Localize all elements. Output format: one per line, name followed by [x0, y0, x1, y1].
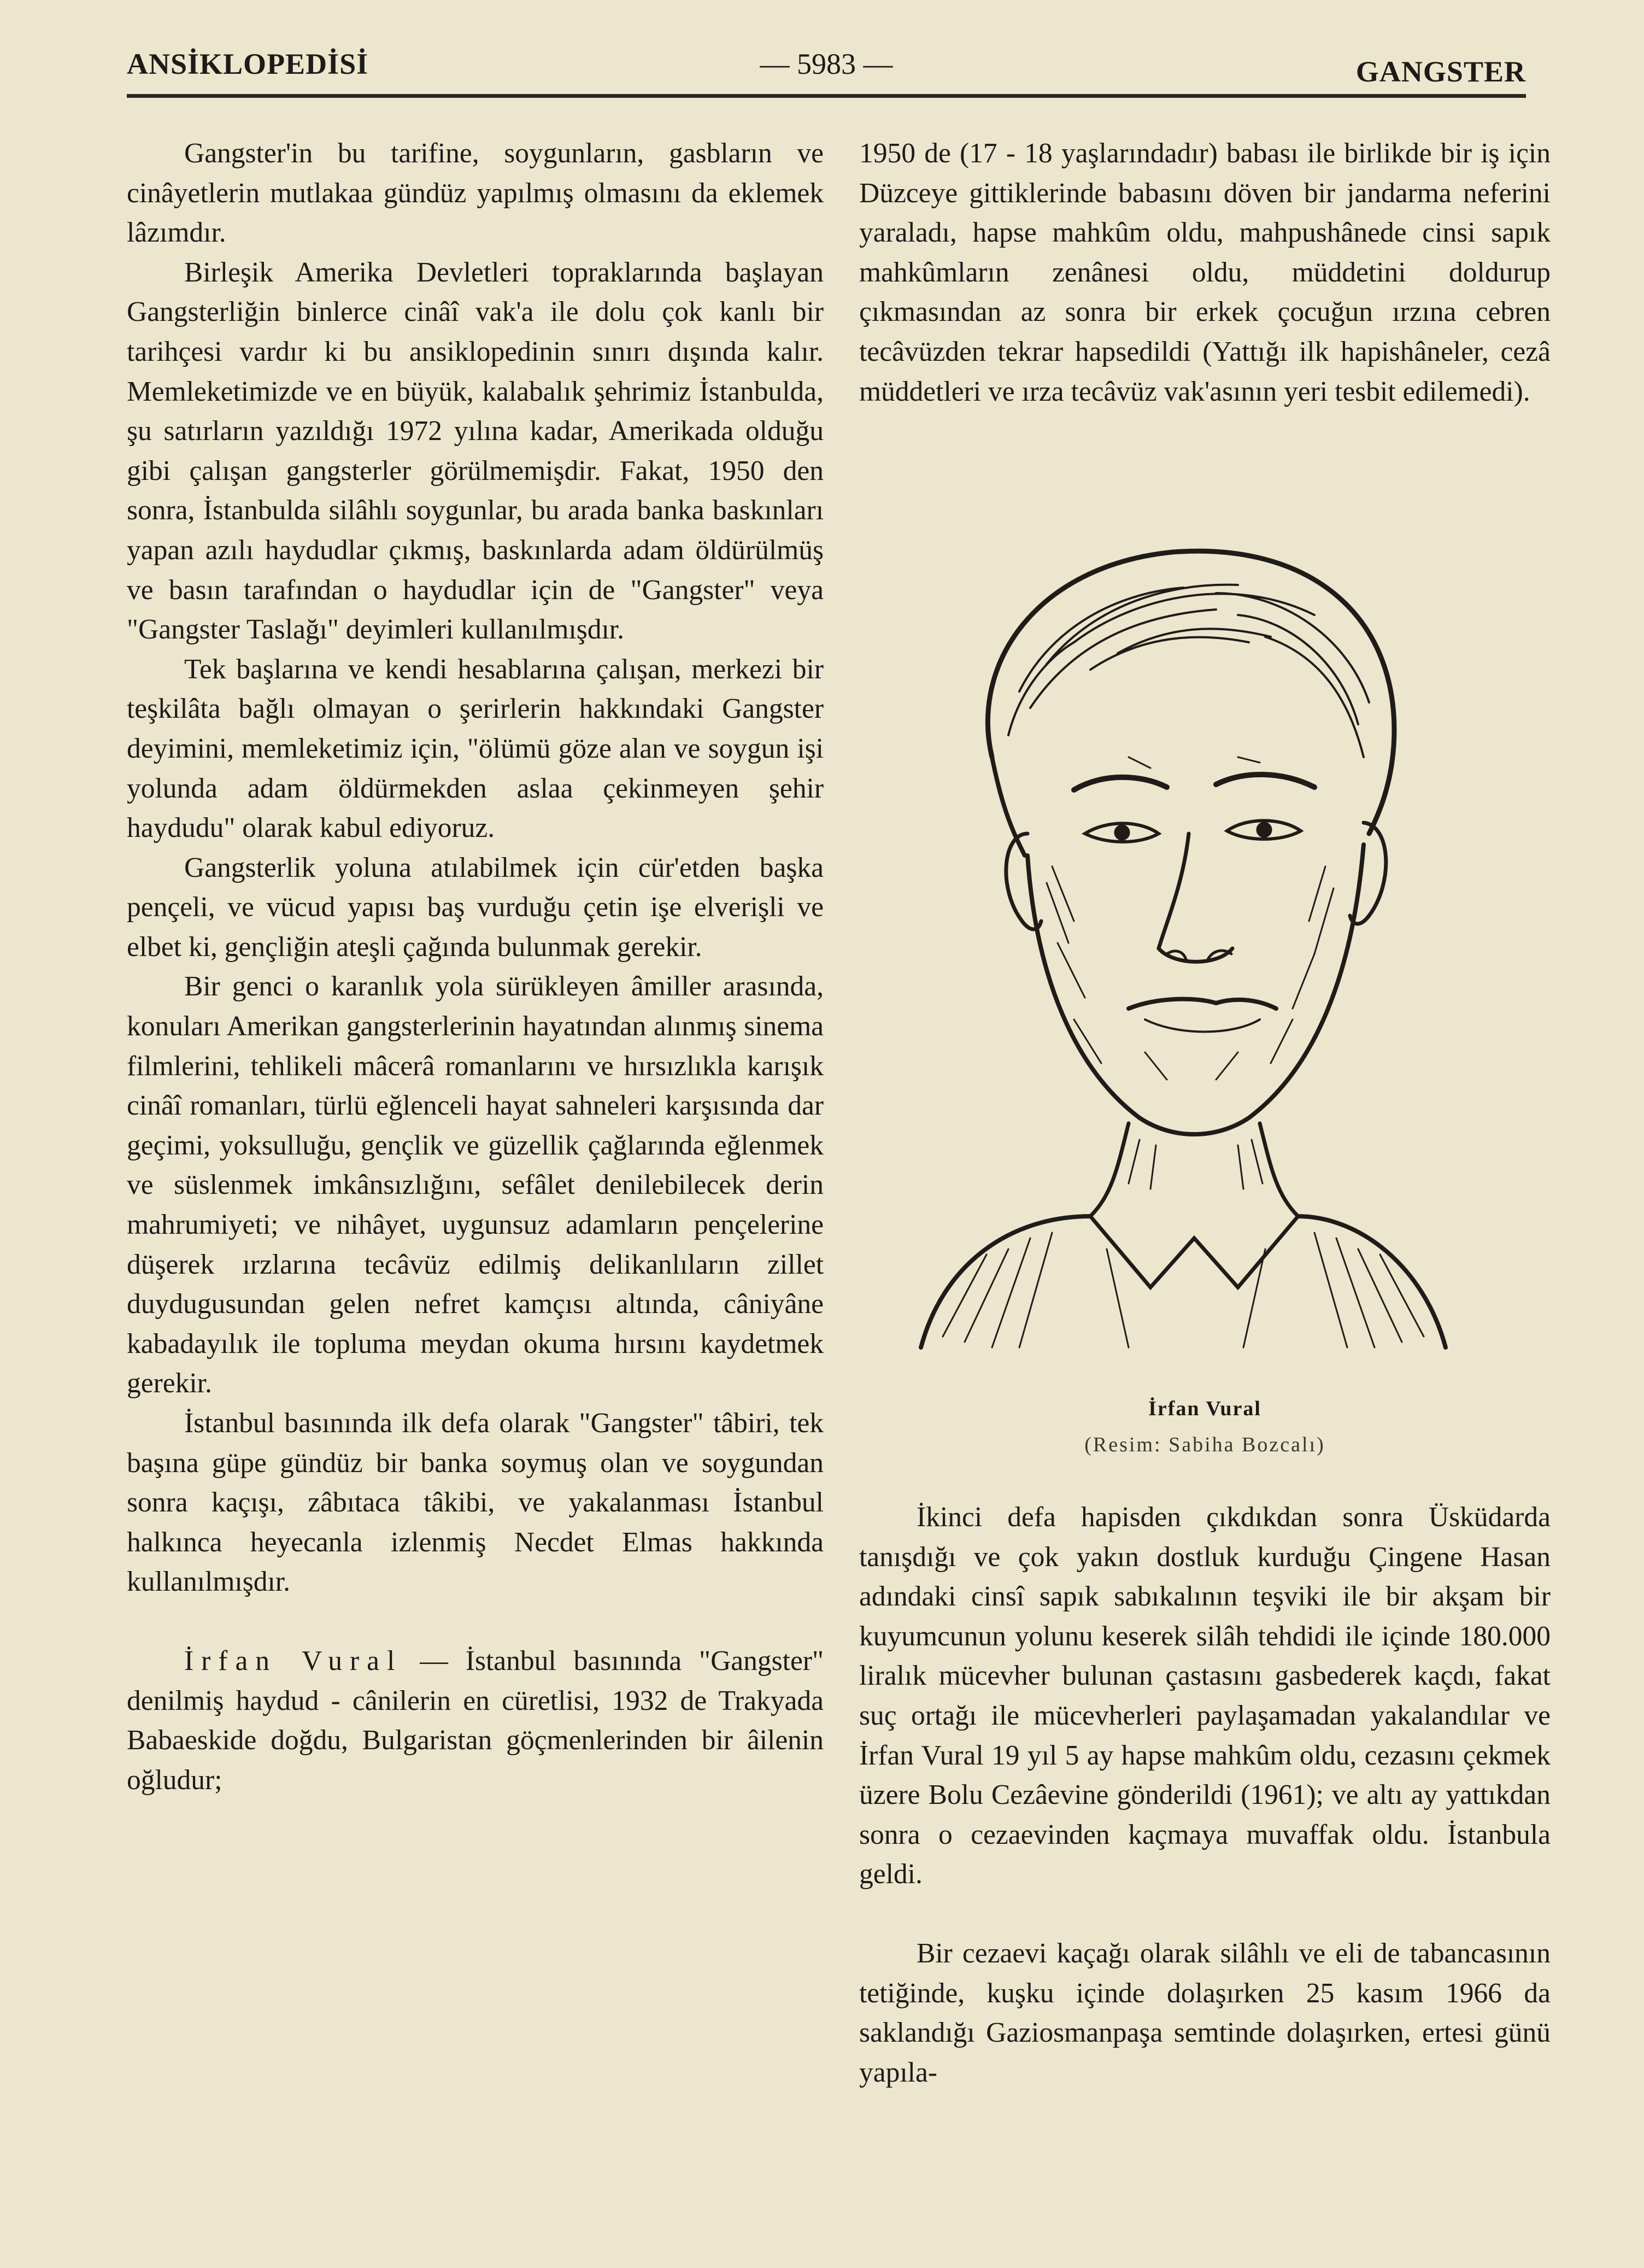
- paragraph: 1950 de (17 - 18 yaşlarındadır) babası ile birlikde bir iş için Düzceye gittiklerinde babasını döven bir jandarma neferini yaraladı, hapse mahkûm oldu, mahpushânede cinsi sapık mahkûmların zenânesi oldu, müddetini doldurup çıkmasından az sonra bir erkek çocuğun ırzına cebren tecâvüzden tekrar hapsedildi (Yattığı ilk hapishâneler, cezâ müddetleri ve ırza tecâvüz vak'asının yeri tesbit edilemedi).: [859, 138, 1551, 407]
- paragraph: Bir genci o karanlık yola sürükleyen âmiller arasında, konuları Amerikan gangsterlerinin hayatından alınmış sinema filmlerini, tehlikeli mâcerâ romanlarını ve hırsızlıkla karışık cinâî romanları, türlü eğlenceli hayat sahneleri karşısında dar geçimi, yoksulluğu, gençlik ve güzellik çağlarında eğlenmek ve süslenmek imkânsızlığını, sefâlet denilebilecek derin mahrumiyeti; ve nihâyet, uygunsuz adamların pençelerine düşerek ırzlarına tecâvüz edilmiş delikanlıların zillet duydugusundan gelen nefret kamçısı altında, câniyâne kabadayılık ile topluma meydan okuma hırsını kaydetmek gerekir.: [127, 971, 824, 1399]
- paragraph: Tek başlarına ve kendi hesablarına çalışan, merkezi bir teşkilâta bağlı olmayan o şerirlerin hakkındaki Gangster deyimini, memleketimiz için, "ölümü göze alan ve soygun işi yolunda adam öldürmekden aslaa çekinmeyen şehir haydudu" olarak kabul ediyoruz.: [127, 653, 824, 844]
- paragraph: Gangsterlik yoluna atılabilmek için cür'etden başka pençeli, ve vücud yapısı baş vurduğu çetin işe elverişli ve elbet ki, gençliğin ateşli çağında bulunmak gerekir.: [127, 852, 824, 963]
- portrait-illustration: [910, 528, 1457, 1358]
- right-column-bottom: [859, 1498, 1551, 2093]
- paragraph: Birleşik Amerika Devletleri topraklarında başlayan Gangsterliğin binlerce cinâî vak'a ile dolu çok kanlı bir tarihçesi vardır ki bu ansiklopedinin sınırı dışında kalır. Memleketimizde ve en büyük, kalabalık şehrimiz İstanbulda, şu satırların yazıldığı 1972 yılına kadar, Amerikada olduğu gibi çalışan gangsterler görülmemişdir. Fakat, 1950 den sonra, İstanbulda silâhlı soygunlar, bu arada banka baskınları yapan azılı haydudlar çıkmış, baskınlarda adam öldürülmüş ve basın tarafından o haydudlar için de "Gangster" veya "Gangster Taslağı" deyimleri kullanılmışdır.: [127, 256, 824, 646]
- right-column-top: [859, 134, 1551, 412]
- paragraph: Gangster'in bu tarifine, soygunların, gasbların ve cinâyetlerin mutlakaa gündüz yapılmış olmasını da eklemek lâzımdır.: [127, 138, 824, 249]
- header-title: ANSİKLOPEDİSİ: [127, 48, 369, 80]
- paragraph-irfan-vural: [127, 1642, 824, 1800]
- caption-credit: (Resim: Sabiha Bozcalı): [1084, 1433, 1325, 1456]
- paragraph: Bir cezaevi kaçağı olarak silâhlı ve eli de tabancasının tetiğinde, kuşku içinde dolaşırken 25 kasım 1966 da saklandığı Gaziosmanpaşa semtinde dolaşırken, ertesi günü yapıla-: [859, 1937, 1551, 2088]
- caption-name: İrfan Vural: [1148, 1397, 1261, 1420]
- left-column: [127, 134, 824, 1800]
- figure-caption: [859, 1397, 1551, 1457]
- header-rule: [127, 94, 1526, 98]
- page-number: — 5983 —: [760, 48, 893, 80]
- header-entry: GANGSTER: [1355, 55, 1526, 88]
- entry-name: İrfan Vural: [184, 1645, 403, 1677]
- running-header: [127, 47, 1526, 97]
- paragraph: İkinci defa hapisden çıkdıkdan sonra Üsküdarda tanışdığı ve çok yakın dostluk kurduğu Çingene Hasan adındaki cinsî sapık sabıkalının teşviki ile bir akşam bir kuyumcunun yolunu keserek silâh tehdidi ile içinde 180.000 liralık mücevher bulunan çastasını gasbederek kaçdı, fakat suç ortağı ile mücevherleri paylaşamadan yakalandılar ve İrfan Vural 19 yıl 5 ay hapse mahkûm oldu, cezasını çekmek üzere Bolu Cezâevine gönderildi (1961); ve altı ay yattıkdan sonra o cezaevinden kaçmaya muvaffak oldu. İstanbula geldi.: [859, 1502, 1551, 1890]
- entry-text: — İstanbul basınında "Gangster" denilmiş haydud - cânilerin en cüretlisi, 1932 de Trakyada Babaeskide doğdu, Bulgaristan göçmenlerinden bir âilenin oğludur;: [127, 1645, 824, 1796]
- paragraph: İstanbul basınında ilk defa olarak "Gangster" tâbiri, tek başına güpe gündüz bir banka soymuş olan ve soygundan sonra kaçışı, zâbıtaca tâkibi, ve yakalanması İstanbul halkınca heyecanla izlenmiş Necdet Elmas hakkında kullanılmışdır.: [127, 1408, 824, 1598]
